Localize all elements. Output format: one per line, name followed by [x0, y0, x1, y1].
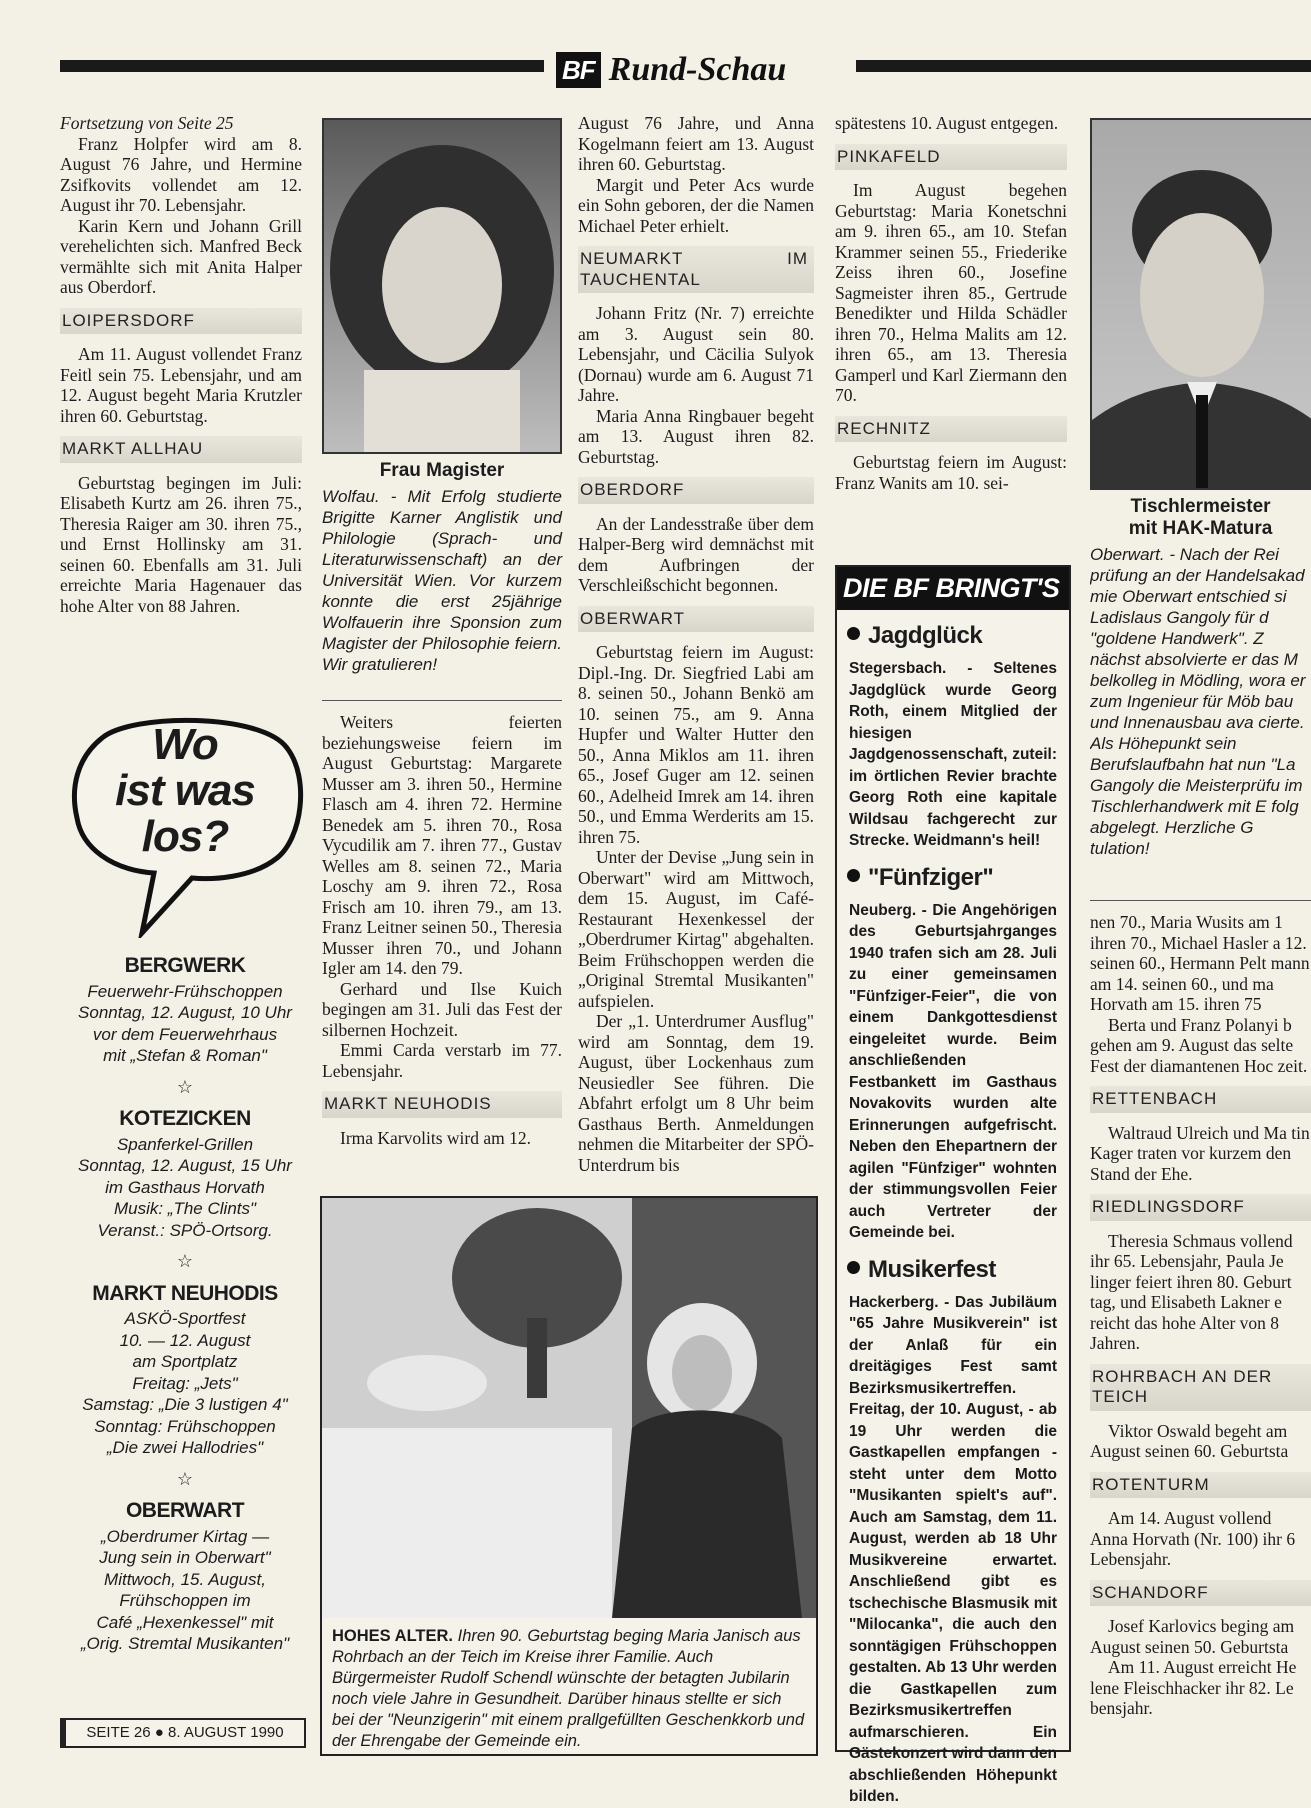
section-heading-schandorf: SCHANDORF: [1090, 1580, 1311, 1607]
bubble-line-3: los?: [141, 812, 229, 861]
bringts-item-title-text: "Fünfziger": [868, 863, 994, 891]
star-separator-icon: ☆: [176, 1468, 194, 1489]
bringts-item-title: [847, 1256, 1059, 1284]
section-heading-rotenturm: ROTENTURM: [1090, 1472, 1311, 1499]
event-title: MARKT NEUHODIS: [92, 1281, 278, 1305]
event-line: Freitag: „Jets": [132, 1373, 238, 1393]
event-line: „Die zwei Hallodries": [106, 1438, 264, 1457]
article-text: Unter der Devise „Jung sein in Oberwart" wird am Mittwoch, dem 15. August, im Café-Restaurant Hexenkessel der „Oberdrumer Kirtag" abgehalten. Beim Frühschoppen werden die „Original Stremtal Musikanten" aufspielen.: [578, 847, 814, 1011]
article-text: Emmi Carda verstarb im 77. Lebensjahr.: [322, 1040, 562, 1081]
event-line: im Gasthaus Horvath: [105, 1177, 265, 1197]
photo1-caption-title: Frau Magister: [379, 460, 505, 481]
event-line: Frühschoppen im: [119, 1591, 251, 1610]
event-line: Veranst.: SPÖ-Ortsorg.: [97, 1220, 273, 1240]
event-line: Musik: „The Clints": [113, 1199, 257, 1218]
portrait-photo-man: [1090, 118, 1311, 490]
bringts-item-body: Stegersbach. - Seltenes Jagdglück wurde Georg Roth, einem Mitglied der hiesigen Jagdgenossenschaft, zuteil: im örtlichen Revier brachte Georg Roth eine kapitale Wildsau fachgerecht zur Strecke. Weidmann's heil!: [849, 660, 1057, 849]
article-text: Karin Kern und Johann Grill verehelichten sich. Manfred Beck vermählte sich mit Anita Halper aus Oberdorf.: [60, 215, 302, 297]
section-heading-oberwart: OBERWART: [578, 606, 814, 633]
portrait-man-image: [1092, 120, 1311, 488]
section-heading-markt-allhau: MARKT ALLHAU: [60, 436, 302, 463]
event-line: Sonntag, 12. August, 10 Uhr: [78, 1003, 292, 1022]
photo3-caption-title: HOHES ALTER.: [332, 1627, 454, 1645]
bringts-item-title: [847, 622, 1059, 650]
photo2-caption-subtitle: mit HAK-Matura: [1128, 518, 1273, 539]
section-heading-rettenbach: RETTENBACH: [1090, 1086, 1311, 1113]
bringts-item-title-text: Musikerfest: [868, 1255, 996, 1283]
continuation-note: Fortsetzung von Seite 25: [60, 113, 234, 133]
column-3: [578, 113, 814, 1175]
event-line: „Oberdrumer Kirtag —: [100, 1526, 270, 1546]
event-line: Feuerwehr-Frühschoppen: [87, 981, 283, 1001]
event-line: „Orig. Stremtal Musikanten": [80, 1634, 290, 1653]
event-line: 10. — 12. August: [119, 1330, 251, 1350]
column-4: [835, 113, 1067, 493]
page-footer: SEITE 26 ● 8. AUGUST 1990: [60, 1718, 306, 1748]
event-title: BERGWERK: [124, 954, 246, 977]
event-line: Café „Hexenkessel" mit: [96, 1612, 274, 1632]
star-separator-icon: ☆: [176, 1251, 194, 1271]
portrait-woman-image: [324, 120, 560, 452]
photo3-caption-text: Ihren 90. Geburtstag beging Maria Janisch aus Rohrbach an der Teich im Kreise ihrer Familie. Auch Bürgermeister Rudolf Schendl wünschte der betagten Jubilarin noch viele Jahre in Gesundheit. Darüber hinaus stellte er sich bei der "Neunzigerin" mit einem prallgefüllten Geschenkkorb und der Ehrengabe der Gemeinde ein.: [332, 1627, 805, 1750]
bullet-icon: [847, 869, 860, 882]
bf-bringts-header: DIE BF BRINGT'S: [837, 567, 1069, 610]
event-line: Samstag: „Die 3 lustigen 4": [82, 1395, 288, 1414]
photo2-caption-title: Tischlermeister: [1130, 496, 1271, 517]
event-line: Sonntag, 12. August, 15 Uhr: [78, 1156, 292, 1175]
photo1-caption-text: Wolfau. - Mit Erfolg studierte Brigitte Karner Anglistik und Philologie (Sprach- und Literaturwissenschaft) an der Universität Wien. Vor kurzem konnte die erst 25jährige Wolfauerin ihre Sponsion zum Magister der Philosophie feiern. Wir gratulieren!: [322, 487, 562, 674]
article-text: Josef Karlovics beging am August seinen 50. Geburtsta: [1090, 1616, 1295, 1657]
article-text: Am 14. August vollend Anna Horvath (Nr. 100) ihr 6 Lebensjahr.: [1090, 1508, 1296, 1569]
logo-title: Rund-Schau: [608, 51, 787, 88]
section-heading-loipersdorf: LOIPERSDORF: [60, 308, 302, 335]
elderly-woman-photo: [322, 1198, 816, 1618]
speech-bubble-text: [70, 722, 300, 860]
column-divider: [322, 700, 562, 701]
article-text: Viktor Oswald begeht am August seinen 60. Geburtsta: [1090, 1420, 1289, 1461]
column-1: [60, 113, 302, 616]
event-title: OBERWART: [125, 1499, 245, 1522]
section-heading-neumarkt: NEUMARKT IM TAUCHENTAL: [578, 246, 814, 293]
event-line: am Sportplatz: [132, 1352, 238, 1371]
bubble-line-1: Wo: [152, 720, 218, 769]
photo3-caption: [332, 1626, 808, 1752]
bullet-icon: [847, 1261, 860, 1274]
bringts-item-title-text: Jagdglück: [868, 622, 983, 649]
photo1-caption: [322, 460, 562, 675]
event-line: Jung sein in Oberwart": [99, 1548, 271, 1567]
article-text: Theresia Schmaus vollend ihr 65. Lebensjahr, Paula Je linger feiert ihren 80. Geburt tag, und Elisabeth Lakner e reicht das hohe Alter von 8 Jahren.: [1090, 1230, 1293, 1353]
article-text: Franz Holpfer wird am 8. August 76 Jahre, und Hermine Zsifkovits vollendet am 12. August ihr 70. Lebensjahr.: [60, 133, 302, 215]
event-line: ASKÖ-Sportfest: [124, 1309, 246, 1328]
event-line: mit „Stefan & Roman": [103, 1046, 267, 1065]
bubble-line-2: ist was: [115, 766, 255, 815]
section-heading-rechnitz: RECHNITZ: [835, 416, 1067, 443]
article-text: Weiters feierten beziehungsweise feiern im August Geburtstag: Margarete Musser am 3. ihren 50., Hermine Flasch am 4. ihren 72. Hermine Benedek am 5. ihren 70., Rosa Vycudilik am 7. ihren 77., Gustav Welles am 8. seinen 72., Maria Loschy am 9. ihren 72., Rosa Frisch am 10. ihren 79., am 13. Franz Leitner seinen 50., Theresia Musser ihren 70., und Johann Igler am 14. den 79.: [322, 712, 562, 978]
star-separator-icon: ☆: [176, 1076, 194, 1097]
article-text: nen 70., Maria Wusits am 1 ihren 70., Michael Hasler a 12. seinen 60., Hermann Pelt mann am 14. seinen 60., und ma Horvath am 15. ihren 75: [1090, 912, 1310, 1014]
article-text: Gerhard und Ilse Kuich begingen am 31. Juli das Fest der silbernen Hochzeit.: [322, 978, 562, 1040]
logo-bf: BF: [556, 52, 601, 88]
header-rule-left: [60, 60, 544, 72]
bringts-item-title: [847, 864, 1059, 892]
bf-bringts-box: [835, 565, 1071, 1805]
column-divider: [1090, 900, 1311, 901]
article-text: Irma Karvolits wird am 12.: [340, 1127, 531, 1148]
photo2-caption: [1090, 496, 1311, 859]
article-text: Geburtstag feiern im August: Franz Wanits am 10. sei-: [835, 452, 1067, 493]
article-text: Am 11. August erreicht He lene Fleischhacker ihr 82. Le bensjahr.: [1090, 1657, 1297, 1718]
bringts-item-body: Hackerberg. - Das Jubiläum "65 Jahre Musikverein" ist der Anlaß für ein dreitägiges Fest samt Bezirksmusikertreffen. Freitag, der 10. August, - ab 19 Uhr werden die Gastkapellen empfangen - steht unter dem Motto "Musikanten spielt's auf". Auch am Samstag, dem 11. August, werden ab 18 Uhr Musikvereine erwartet. Anschließend gibt es tschechische Blasmusik mit "Milocanka", die auch den sonntägigen Frühschoppen gestalten. Ab 13 Uhr werden die Gastkapellen zum Bezirksmusikertreffen aufmarschieren. Ein Gästekonzert wird dann den abschließenden Höhepunkt bilden.: [849, 1293, 1057, 1805]
section-heading-rohrbach: ROHRBACH AN DER TEICH: [1090, 1364, 1311, 1411]
article-text: Margit und Peter Acs wurde ein Sohn geboren, der die Namen Michael Peter erhielt.: [578, 174, 814, 236]
article-text: Geburtstag feiern im August: Dipl.-Ing. Dr. Siegfried Labi am 8. seinen 50., Johann Benkö am 10. seinen 75., am 9. Anna Hupfer und Walter Hutter den 50., Anna Miklos am 11. ihren 65., Josef Guger am 12. seinen 60., Adelheid Imrek am 14. ihren 50., und Emma Werderits am 15. ihren 75.: [578, 642, 814, 847]
article-text: August 76 Jahre, und Anna Kogelmann feiert am 13. August ihren 60. Geburtstag.: [578, 113, 814, 174]
article-text: Geburtstag begingen im Juli: Elisabeth Kurtz am 26. ihren 75., Theresia Raiger am 30. ihren 75., und Ernst Hollinsky am 31. seinen 60. Ebenfalls am 31. Juli erreichte Maria Hagenauer das hohe Alter von 88 Jahren.: [60, 472, 302, 616]
section-heading-oberdorf: OBERDORF: [578, 477, 814, 504]
section-heading-riedlingsdorf: RIEDLINGSDORF: [1090, 1194, 1311, 1221]
section-heading-pinkafeld: PINKAFELD: [835, 144, 1067, 171]
article-text: spätestens 10. August entgegen.: [835, 113, 1059, 133]
bullet-icon: [847, 627, 860, 640]
masthead-logo: [556, 48, 836, 92]
event-title: KOTEZICKEN: [119, 1107, 251, 1130]
article-text: Maria Anna Ringbauer begeht am 13. August ihren 82. Geburtstag.: [578, 405, 814, 467]
event-line: Sonntag: Frühschoppen: [94, 1416, 276, 1436]
column-2: [322, 712, 562, 1148]
article-text: Waltraud Ulreich und Ma tin Kager traten vor kurzem den Stand der Ehe.: [1090, 1122, 1310, 1184]
column-5: [1090, 912, 1311, 1742]
bringts-item-body: Neuberg. - Die Angehörigen des Geburtsjahrganges 1940 trafen sich am 28. Juli zu einer gemeinsamen "Fünfziger-Feier", die von einem Dankgottesdienst eingeleitet wurde. Beim anschließenden Festbankett im Gasthaus Novakovits wurden alte Erinnerungen aufgefrischt. Neben den Ehepartnern der agilen "Fünfziger" wohnten der stimmungsvollen Feier auch Vertreter der Gemeinde bei.: [849, 901, 1057, 1241]
article-text: Am 11. August vollendet Franz Feitl sein 75. Lebensjahr, und am 12. August begeht Maria Krutzler ihren 60. Geburtstag.: [60, 344, 302, 426]
article-text: Der „1. Unterdrumer Ausflug" wird am Sonntag, dem 19. August, über Lockenhaus zum Neusiedler See führen. Die Abfahrt erfolgt um 8 Uhr beim Gasthaus Berth. Anmeldungen nehmen die Mitarbeiter der SPÖ-Unterdrum bis: [578, 1011, 814, 1175]
article-text: Johann Fritz (Nr. 7) erreichte am 3. August sein 80. Lebensjahr, und Cäcilia Sulyok (Dornau) wurde am 6. August 71 Jahre.: [578, 303, 814, 405]
article-text: Im August begehen Geburtstag: Maria Konetschni am 9. ihren 65., am 10. Stefan Krammer seinen 55., Friederike Zeiss ihren 60., Josefine Sagmeister ihren 85., Gertrude Benedikter und Hilda Schädler ihren 70., Helma Malits am 12. ihren 65., am 13. Theresia Gamperl und Karl Ziermann den 70.: [835, 180, 1067, 405]
header-rule-right: [856, 60, 1311, 72]
event-line: Mittwoch, 15. August,: [104, 1569, 266, 1589]
article-text: An der Landesstraße über dem Halper-Berg wird demnächst mit dem Aufbringen der Verschleißschicht begonnen.: [578, 513, 814, 595]
section-heading-markt-neuhodis: MARKT NEUHODIS: [322, 1091, 562, 1118]
photo3-frame: [320, 1196, 818, 1756]
portrait-photo-woman: [322, 118, 562, 454]
photo2-caption-text: Oberwart. - Nach der Rei prüfung an der Handelsakad mie Oberwart entschied si Ladislaus Gangoly für d "goldene Handwerk". Z nächst absolvierte er das M belkolleg in Mödling, wora er zum Ingenieur für Möb bau und Innenausbau ava cierte. Als Höhepunkt sein Berufslaufbahn hat nun "La Gangoly die Meisterprüfu im Tischlerhandwerk mit E folg abgelegt. Herzliche G tulation!: [1090, 545, 1306, 858]
event-line: vor dem Feuerwehrhaus: [92, 1024, 278, 1044]
event-line: Spanferkel-Grillen: [116, 1134, 254, 1154]
article-text: Berta und Franz Polanyi b gehen am 9. August das selte Fest der diamantenen Hoc zeit.: [1090, 1014, 1308, 1076]
events-listing: [60, 945, 310, 1655]
